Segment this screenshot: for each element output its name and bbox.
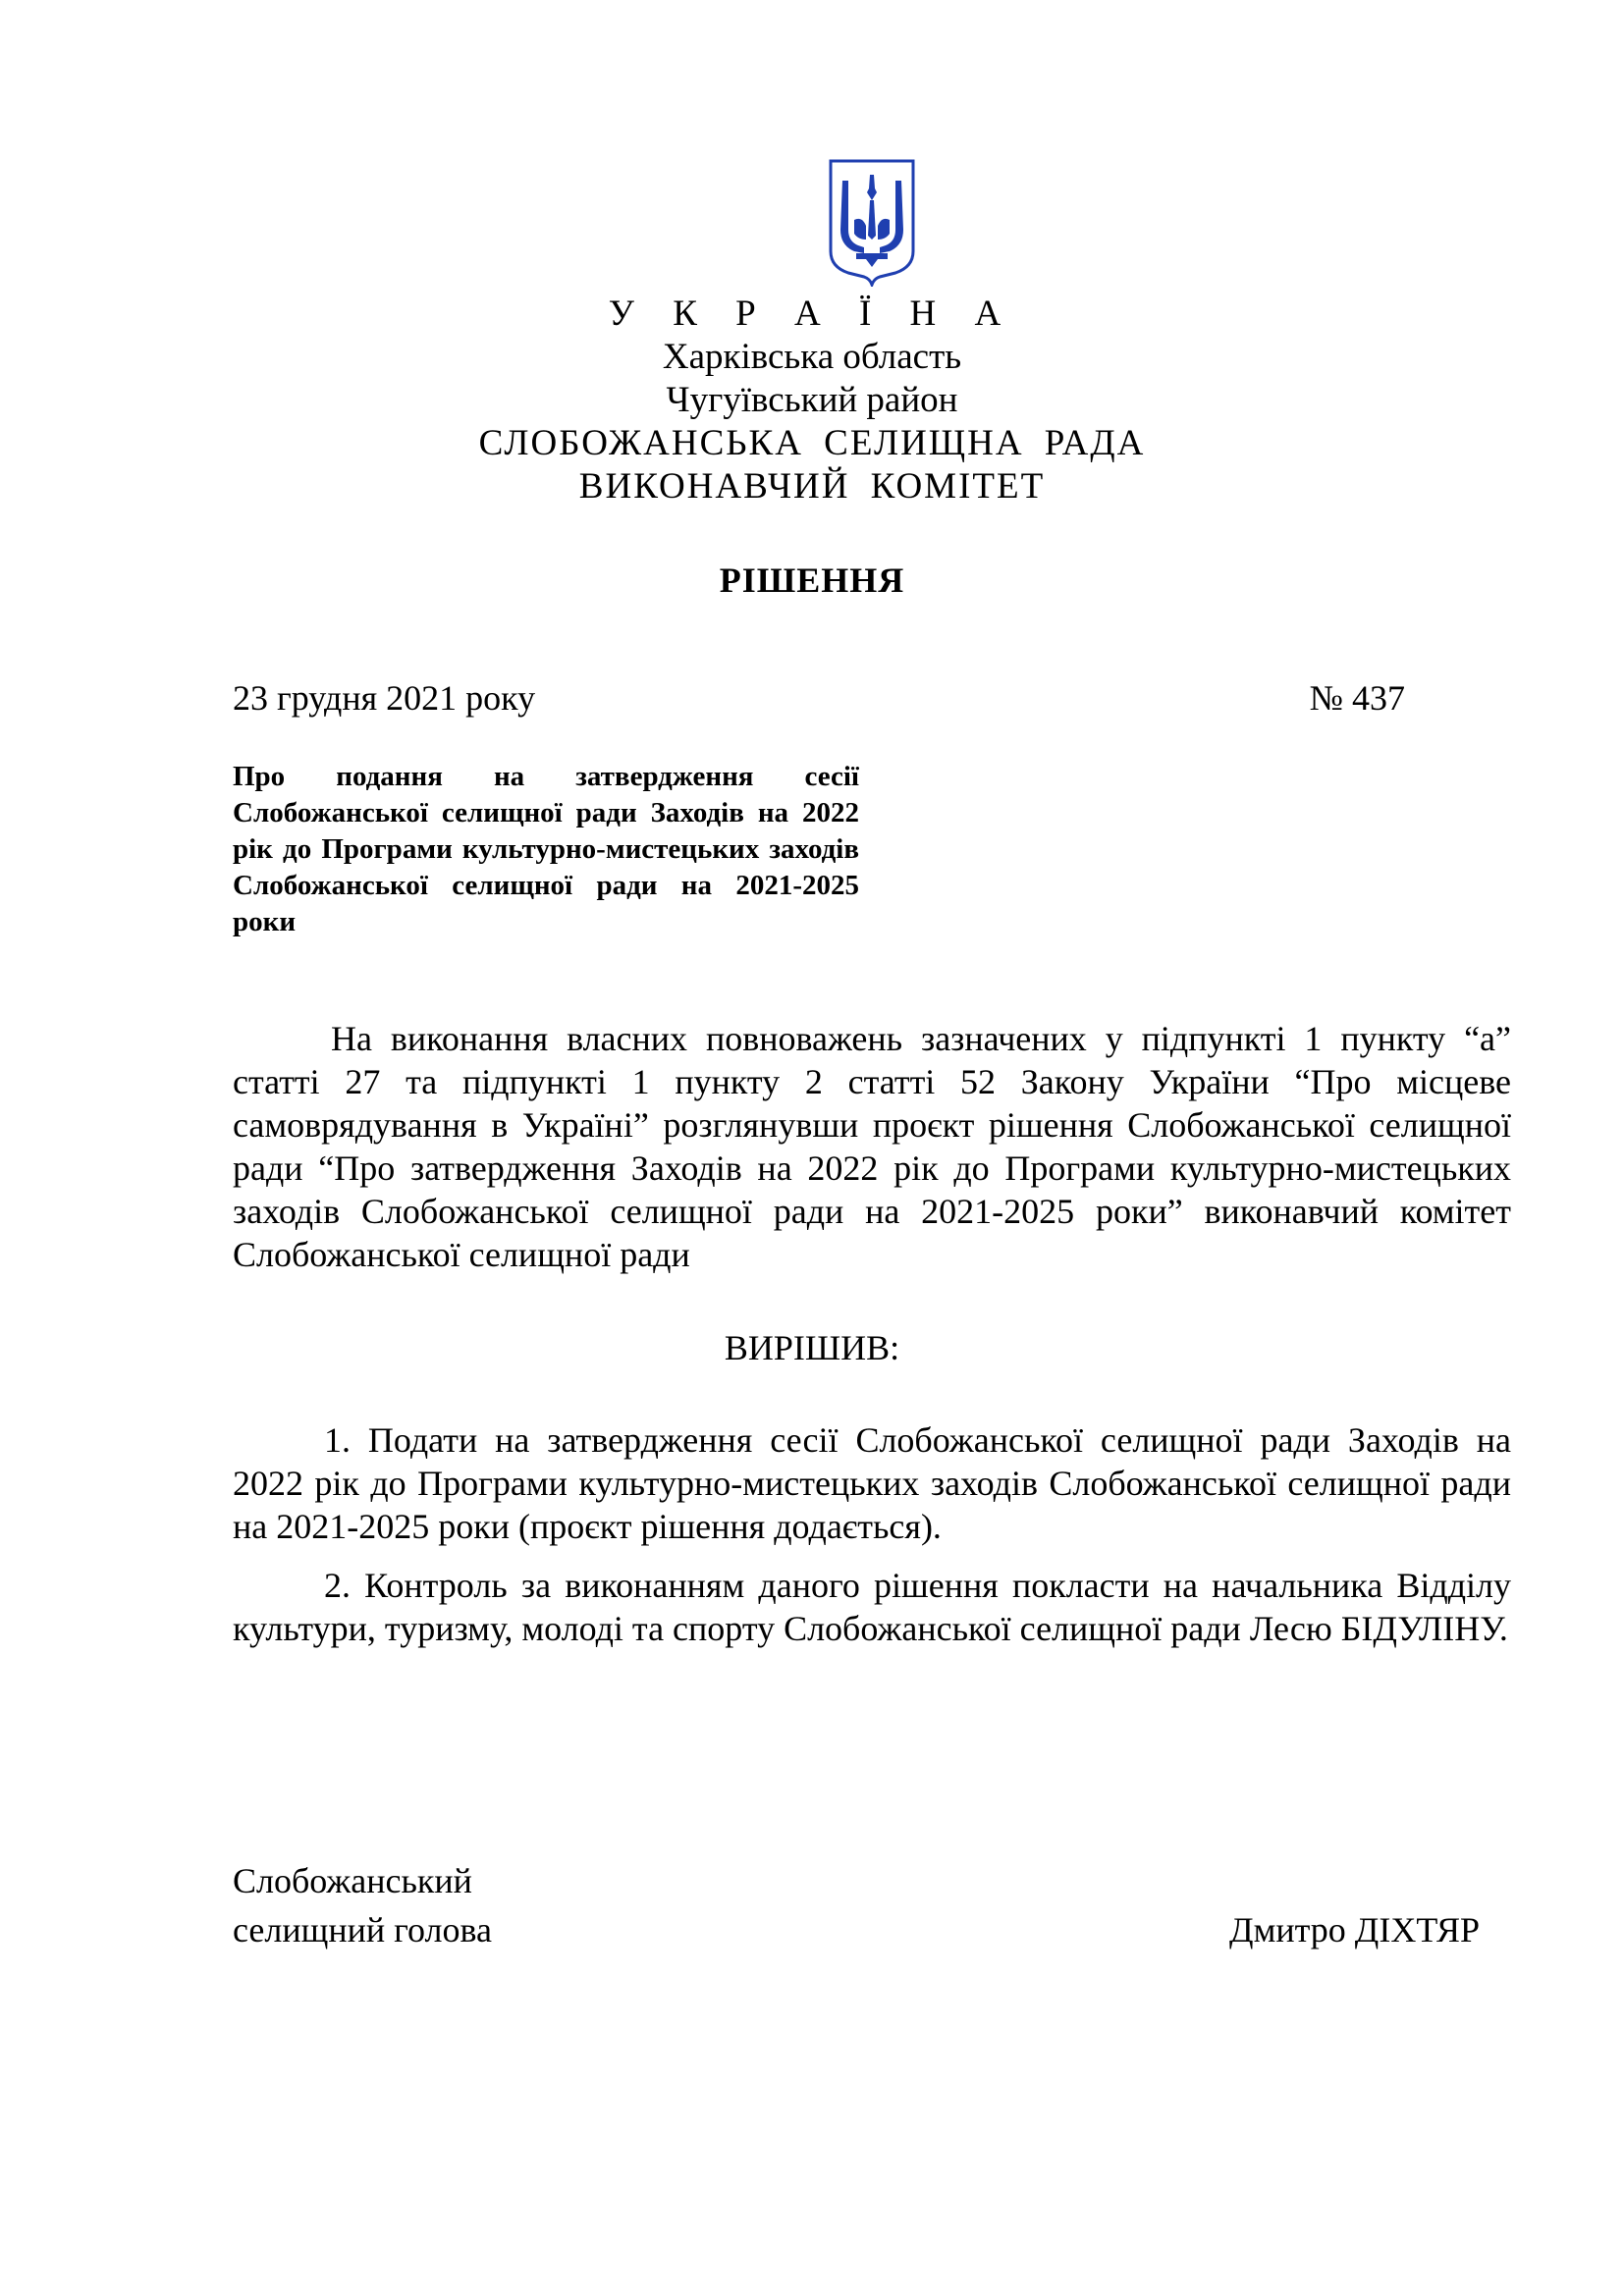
decided-heading: ВИРІШИВ: <box>724 1328 900 1367</box>
signature-row <box>233 1905 1480 1954</box>
signer-position-line2: селищний голова <box>233 1910 493 1949</box>
council-name: СЛОБОЖАНСЬКА СЕЛИЩНА РАДА <box>478 423 1146 463</box>
preamble-paragraph: На виконання власних повноважень зазначених у підпункті 1 пункту “а” статті 27 та підпункті 1 пункту 2 статті 52 Закону України “Про місцеве самоврядування в Україні” розглянувши проєкт рішення Слобожанської селищної ради “Про затвердження Заходів на 2022 рік до Програми культурно-мистецьких заходів Слобожанської селищної ради на 2021-2025 роки” виконавчий комітет Слобожанської селищної ради <box>233 1019 1511 1274</box>
decision-date: 23 грудня 2021 року <box>233 678 536 718</box>
decision-number: № 437 <box>1309 678 1405 718</box>
signer-name: Дмитро ДІХТЯР <box>1229 1910 1480 1949</box>
coat-of-arms-icon <box>827 157 917 287</box>
decision-subject: Про подання на затвердження сесії Слобожанської селищної ради Заходів на 2022 рік до Програми культурно-мистецьких заходів Слобожанської селищної ради на 2021-2025 роки <box>233 761 859 937</box>
signer-position-line1: Слобожанський <box>233 1861 472 1900</box>
signature-block <box>233 1856 1480 1954</box>
decision-item-2: 2. Контроль за виконанням даного рішення покласти на начальника Відділу культури, туризму, молоді та спорту Слобожанської селищної ради Лесю БІДУЛІНУ. <box>233 1566 1511 1648</box>
raion-name: Чугуївський район <box>666 380 958 420</box>
committee-name: ВИКОНАВЧИЙ КОМІТЕТ <box>578 466 1046 507</box>
preamble-section <box>233 1017 1511 1276</box>
decision-item-1: 1. Подати на затвердження сесії Слобожанської селищної ради Заходів на 2022 рік до Програми культурно-мистецьких заходів Слобожанської селищної ради на 2021-2025 роки (проєкт рішення додається). <box>233 1420 1511 1546</box>
date-number-row <box>233 677 1405 719</box>
document-header <box>0 293 1624 508</box>
document-title: РІШЕННЯ <box>719 561 905 600</box>
decision-items <box>233 1418 1511 1666</box>
oblast-name: Харківська область <box>662 337 962 377</box>
country-name: У К Р А Ї Н А <box>608 294 1016 334</box>
